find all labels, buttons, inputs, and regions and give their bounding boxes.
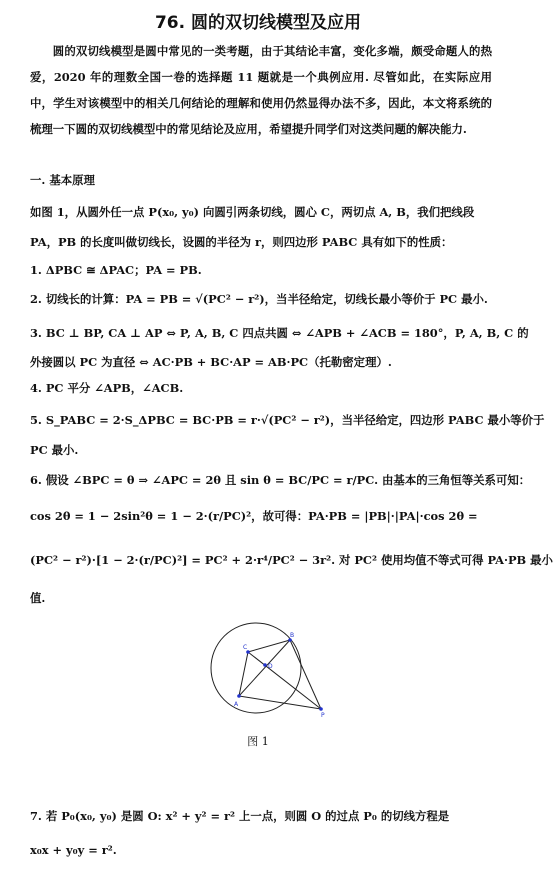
property-6-line-1: 6. 假设 ∠BPC = θ ⇒ ∠APC = 2θ 且 sin θ = BC/PC = r/PC. 由基本的三角恒等关系可知： <box>30 473 531 487</box>
tangent-figure <box>204 616 334 720</box>
label-a: A <box>234 701 239 708</box>
property-3-line-1: 3. BC ⊥ BP, CA ⊥ AP ⇔ P, A, B, C 四点共圆 ⇔ ∠APB + ∠ACB = 180°，P, A, B, C 的 <box>30 326 529 340</box>
setup-line-1: 如图 1，从圆外任一点 P(x₀, y₀) 向圆引两条切线，圆心 C，两切点 A, B，我们把线段 <box>30 205 475 219</box>
property-6-line-2: cos 2θ = 1 − 2sin²θ = 1 − 2·(r/PC)²，故可得：PA·PB = |PB|·|PA|·cos 2θ = <box>30 509 478 523</box>
figure-caption: 图 1 <box>247 735 269 748</box>
point-p <box>319 707 323 711</box>
section-heading: 一. 基本原理 <box>30 173 95 187</box>
property-6-line-4: 值. <box>30 591 46 605</box>
circle-c <box>211 623 301 713</box>
property-1: 1. ΔPBC ≅ ΔPAC；PA = PB. <box>30 263 202 277</box>
setup-line-2: PA，PB 的长度叫做切线长，设圆的半径为 r，则四边形 PABC 具有如下的性质： <box>30 235 453 249</box>
label-b: B <box>290 632 295 639</box>
segment-cp <box>248 652 321 709</box>
label-p: P <box>321 712 325 719</box>
point-d <box>263 663 267 667</box>
property-5-line-2: PC 最小. <box>30 443 79 457</box>
property-7-line-1: 7. 若 P₀(x₀, y₀) 是圆 O: x² + y² = r² 上一点，则圆 O 的过点 P₀ 的切线方程是 <box>30 809 450 823</box>
property-6-line-3: (PC² − r²)·[1 − 2·(r/PC)²] = PC² + 2·r⁴/PC² − 3r². 对 PC² 使用均值不等式可得 PA·PB 最小 <box>30 553 553 567</box>
property-4: 4. PC 平分 ∠APB，∠ACB. <box>30 381 184 395</box>
segment-ca <box>239 652 248 696</box>
property-5-line-1: 5. S_PABC = 2·S_ΔPBC = BC·PB = r·√(PC² − r²)，当半径给定，四边形 PABC 最小等价于 <box>30 413 545 427</box>
page-title: 76. 圆的双切线模型及应用 <box>154 13 362 33</box>
point-a <box>237 694 241 698</box>
label-d: D <box>268 663 273 670</box>
label-c: C <box>243 644 248 651</box>
property-3-line-2: 外接圆以 PC 为直径 ⇔ AC·PB + BC·AP = AB·PC（托勒密定理）. <box>30 355 392 369</box>
intro-paragraph: 圆的双切线模型是圆中常见的一类考题，由于其结论丰富，变化多端，颇受命题人的热爱，2020 年的理数全国一卷的选择题 11 题就是一个典例应用. 尽管如此，在实际应用中，学生对该模型中的相关几何结论的理解和使用仍然显得办法不多，因此，本文将系统的梳理一下圆的双切线模型中的常见结论及应用，希望提升同学们对这类问题的解决能力. <box>30 44 492 136</box>
segment-bp <box>290 640 321 709</box>
property-7-line-2: x₀x + y₀y = r². <box>30 843 117 857</box>
segment-ap <box>239 696 321 709</box>
segment-cb <box>248 640 290 652</box>
property-2: 2. 切线长的计算：PA = PB = √(PC² − r²)，当半径给定，切线长最小等价于 PC 最小. <box>30 292 488 306</box>
